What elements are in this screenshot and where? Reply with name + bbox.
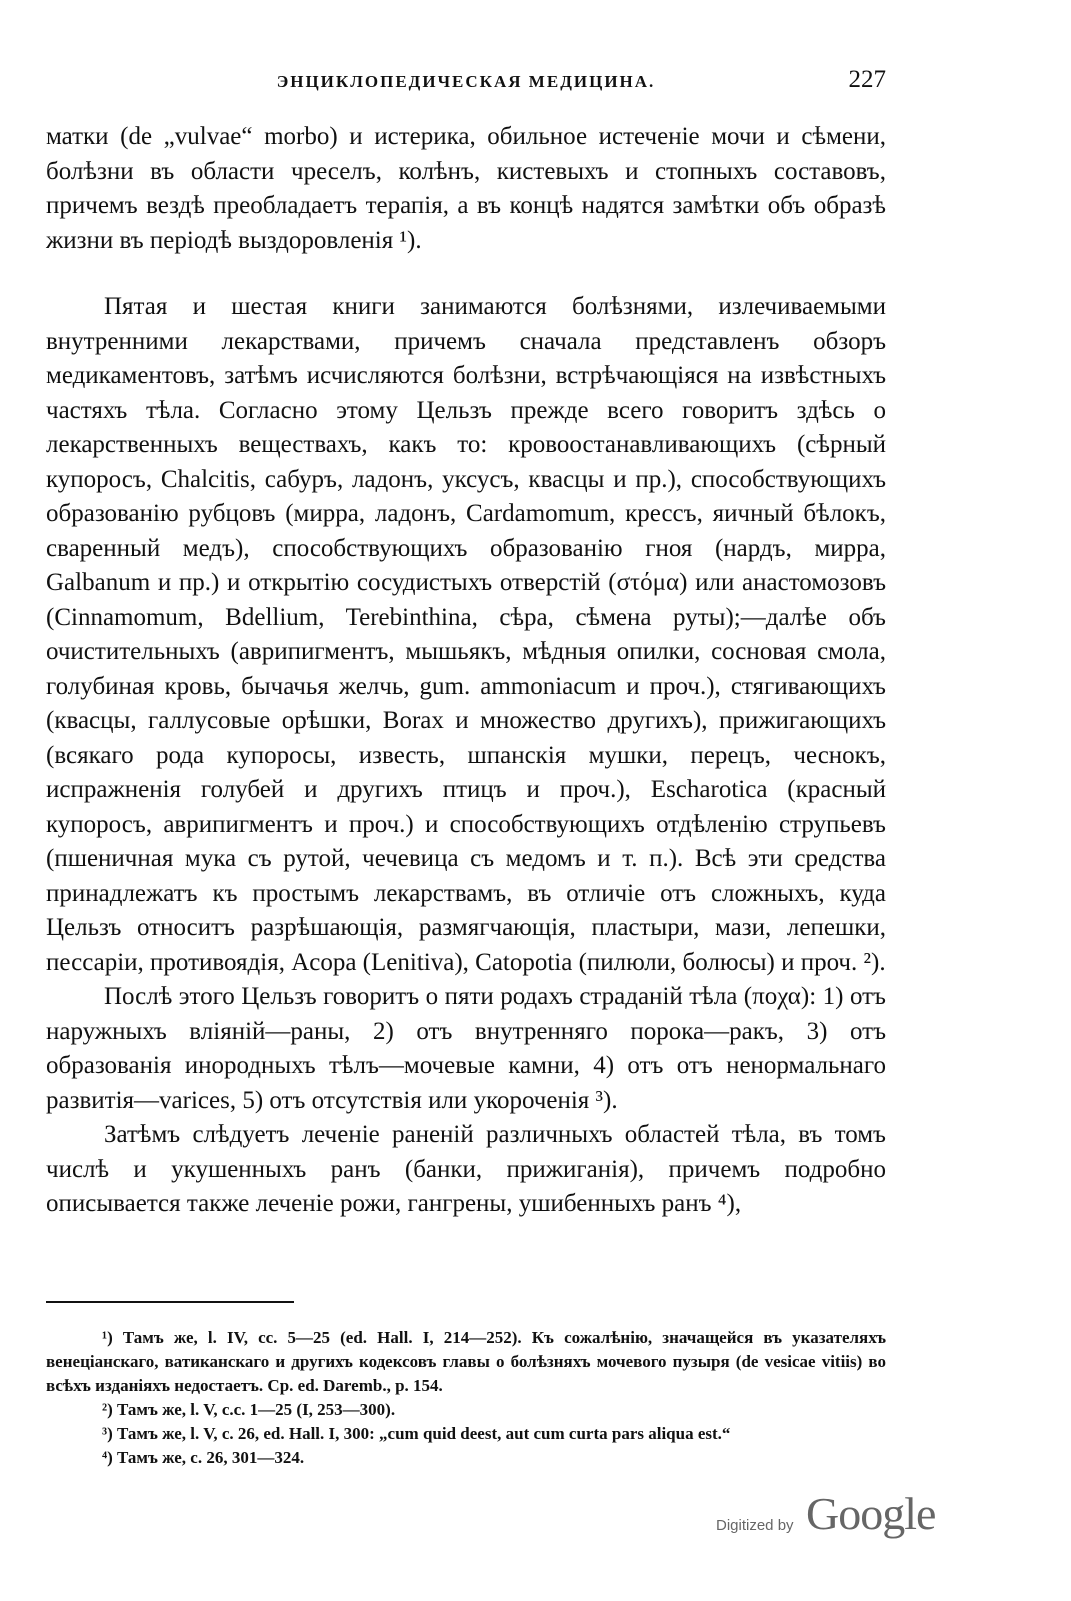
page-number: 227 — [848, 66, 886, 93]
footnote-3: ³) Тамъ же, l. V, c. 26, ed. Hall. I, 300: „cum quid deest, aut cum curta pars aliqua est.“ — [102, 1424, 731, 1443]
page-header — [46, 66, 886, 106]
google-logo: Google — [806, 1488, 936, 1539]
digitized-watermark — [716, 1480, 946, 1540]
footnote-divider — [46, 1301, 294, 1303]
footnote-4: ⁴) Тамъ же, c. 26, 301—324. — [102, 1448, 305, 1467]
watermark-prefix: Digitized by — [716, 1517, 794, 1534]
paragraph-4: Затѣмъ слѣдуетъ леченіе раненій различныхъ областей тѣла, въ томъ числѣ и укушенныхъ ранъ (банки, прижиганія), причемъ подробно описывается также леченіе рожи, гангрены, ушибенныхъ ранъ ⁴), — [46, 1121, 886, 1217]
paragraph-3: Послѣ этого Цельзъ говоритъ о пяти родахъ страданій тѣла (ποχα): 1) отъ наружныхъ вліяній—раны, 2) отъ внутренняго порока—ракъ, 3) отъ образованія инородныхъ тѣлъ—мочевые камни, 4) отъ отъ ненормальнаго развитія—varices, 5) отъ отсутствія или укороченія ³). — [46, 983, 886, 1114]
footnotes — [46, 1326, 886, 1470]
paragraph-1: матки (de „vulvae“ morbo) и истерика, обильное истеченіе мочи и сѣмени, болѣзни въ области чреселъ, колѣнъ, кистевыхъ и стопныхъ составовъ, причемъ вездѣ преобладаетъ терапія, а въ концѣ надятся замѣтки объ образѣ жизни въ періодѣ выздоровленія ¹). — [46, 123, 886, 254]
body-text — [46, 120, 886, 1222]
footnote-2: ²) Тамъ же, l. V, c.c. 1—25 (I, 253—300). — [102, 1400, 396, 1419]
paragraph-2: Пятая и шестая книги занимаются болѣзнями, излечиваемыми внутренними лекарствами, причемъ сначала представленъ обзоръ медикаментовъ, затѣмъ исчисляются болѣзни, встрѣчающіяся на извѣстныхъ частяхъ тѣла. Согласно этому Цельзъ прежде всего говоритъ здѣсь о лекарственныхъ веществахъ, какъ то: кровоостанавливающихъ (сѣрный купоросъ, Chalcitis, сабуръ, ладонъ, уксусъ, квасцы и пр.), способствующихъ образованію рубцовъ (мирра, ладонъ, Cardamomum, крессъ, яичный бѣлокъ, сваренный медъ), способствующихъ образованію гноя (нардъ, мирра, Galbanum и пр.) и открытію сосудистыхъ отверстій (στόμα) или анастомозовъ (Cinnamomum, Bdellium, Terebinthina, сѣра, сѣмена руты);—далѣе объ очистительныхъ (аврипигментъ, мышьякъ, мѣдныя опилки, сосновая смола, голубиная кровь, бычачья желчь, gum. ammoniacum и проч.), стягивающихъ (квасцы, галлусовые орѣшки, Borax и множество другихъ), прижигающихъ (всякаго рода купоросы, известь, шпанскія мушки, перецъ, чеснокъ, испражненія голубей и другихъ птицъ и проч.), Escharotica (красный купоросъ, аврипигментъ и проч.) и способствующихъ отдѣленію струпьевъ (пшеничная мука съ рутой, чечевица съ медомъ и т. п.). Всѣ эти средства принадлежатъ къ простымъ лекарствамъ, въ отличіе отъ сложныхъ, куда Цельзъ относитъ разрѣшающія, размягчающія, пластыри, мази, лепешки, пессаріи, противоядія, Acopa (Lenitiva), Catopotia (пилюли, болюсы) и проч. ²). — [46, 293, 886, 976]
footnote-1: ¹) Тамъ же, l. IV, cc. 5—25 (ed. Hall. I, 214—252). Къ сожалѣнію, значащейся въ указателяхъ венеціанскаго, ватиканскаго и другихъ кодексовъ главы о болѣзняхъ мочевого пузыря (de vesicae vitiis) во всѣхъ изданіяхъ недостаетъ. Cp. ed. Daremb., p. 154. — [46, 1328, 886, 1395]
running-title: ЭНЦИКЛОПЕДИЧЕСКАЯ МЕДИЦИНА. — [276, 72, 656, 91]
